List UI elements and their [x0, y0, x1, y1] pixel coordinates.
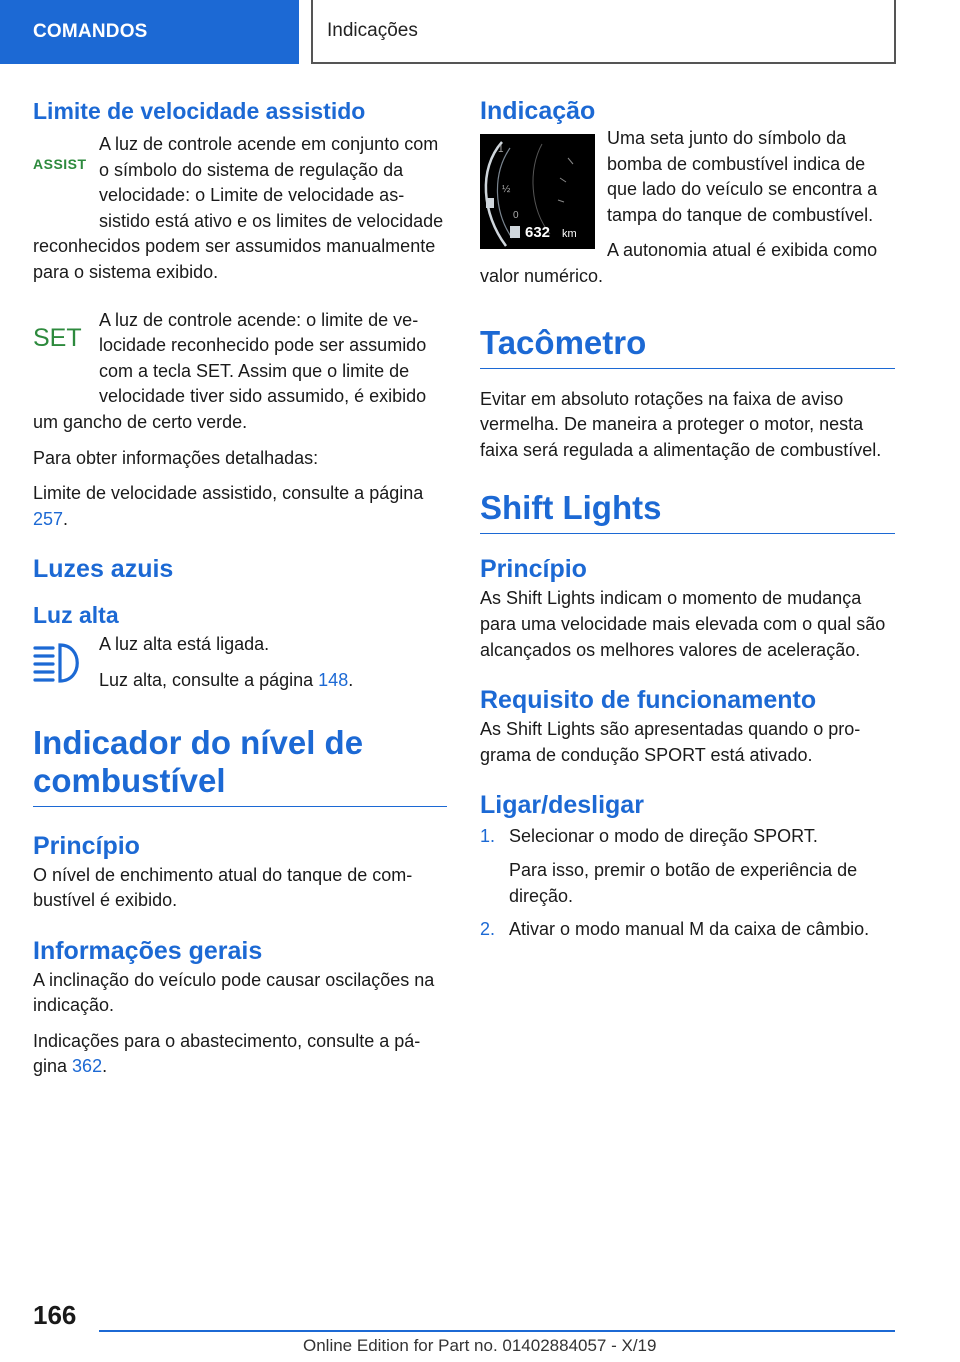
display-title: Indicação [480, 97, 596, 125]
onoff-steps-list [480, 824, 895, 942]
shift-principle-title: Princípio [480, 555, 587, 584]
high-beam-text: A luz alta está ligada. [99, 634, 270, 655]
fuel-title: Indicador do nível de combustível [33, 723, 364, 799]
header-section-label: COMANDOS [33, 21, 148, 42]
assist-icon-label: ASSIST [33, 156, 87, 172]
assist-ref-prefix: Limite de velocidade assistido, consulte a página [33, 483, 424, 504]
step-item [480, 917, 895, 943]
set-icon-label: SET [33, 323, 82, 352]
left-column [33, 96, 447, 1090]
fuel-gauge-image [480, 134, 595, 249]
footer-edition: Online Edition for Part no. 01402884057 - X/19 [303, 1336, 657, 1355]
step-item [480, 824, 895, 909]
tacho-text: Evitar em absoluto rotações na faixa de aviso vermelha. De maneira a proteger o motor, nesta faixa será regulada a alimentação de combustível. [480, 388, 882, 460]
fuel-section-heading [33, 724, 447, 807]
tacho-title: Tacômetro [480, 323, 647, 361]
fuel-principle-title: Princípio [33, 831, 140, 860]
shift-principle-text: As Shift Lights indicam o momento de mudança para uma velocidade mais elevada com o qual são alcançados os melhores valores de aceleração. [480, 588, 886, 660]
refuel-ref-prefix: Indicações para o abastecimento, consulte a página [33, 1030, 421, 1077]
tacho-section-heading [480, 324, 895, 369]
gauge-tick-half: ½ [502, 184, 511, 195]
high-beam-ref-suffix: . [348, 669, 354, 690]
set-text: A luz de controle acende: o limite de velocidade reconhecido pode ser assumido com a tecla SET. Assim que o limite de velocidade tiver sido assumido, é exibido um gancho de certo verde. [33, 309, 427, 432]
gauge-range-value: 632 [525, 224, 551, 241]
step-text: Selecionar o modo de direção SPORT. [509, 826, 818, 847]
assist-ref-suffix: . [63, 508, 69, 529]
assist-indicator-icon [33, 132, 99, 210]
requirement-title: Requisito de funcionamento [480, 686, 817, 715]
refuel-ref-page-link[interactable]: 362 [72, 1056, 103, 1077]
high-beam-svg [33, 642, 85, 684]
refuel-ref-suffix: . [102, 1056, 108, 1077]
gauge-tick-empty: 0 [513, 210, 519, 221]
high-beam-ref-page-link[interactable]: 148 [318, 669, 349, 690]
set-indicator-icon [33, 308, 99, 386]
assist-title: Limite de velocidade assistido [33, 98, 366, 124]
footer-divider [99, 1330, 895, 1332]
page-number: 166 [33, 1300, 77, 1330]
onoff-title: Ligar/desligar [480, 791, 644, 820]
header-chapter-label: Indicações [327, 20, 418, 41]
fuel-principle-text: O nível de enchimento atual do tanque de combustível é exibido. [33, 864, 413, 911]
gauge-range-unit: km [562, 228, 577, 240]
general-info-text: A inclinação do veículo pode causar oscilações na indicação. [33, 969, 435, 1016]
high-beam-ref-prefix: Luz alta, consulte a página [99, 669, 314, 690]
gauge-tick-full: 1 [498, 144, 504, 155]
requirement-text: As Shift Lights são apresentadas quando o programa de condução SPORT está ativado. [480, 719, 861, 765]
shift-title: Shift Lights [480, 489, 662, 527]
high-beam-icon [33, 632, 99, 702]
header-section [0, 0, 299, 64]
refuel-reference [33, 1029, 447, 1080]
step-text: Ativar o modo manual M da caixa de câmbio. [509, 919, 870, 940]
blue-lights-title: Luzes azuis [33, 555, 174, 584]
step-number: 2. [480, 919, 496, 940]
display-text-2: A autonomia atual é exibida como valor numérico. [480, 240, 878, 286]
display-text-1: Uma seta junto do símbolo da bomba de combustível indica de que lado do veículo se encontra a tampa do tanque de combustível. [607, 128, 878, 225]
assist-text: A luz de controle acende em conjunto com o símbolo do sistema de regulação da velocidade: o Limite de velocidade assistido está ativo e os limites de velocidade reconhecidos podem ser assumidos manualmente para o sistema exibido. [33, 134, 444, 282]
header-chapter [311, 0, 896, 64]
step-number: 1. [480, 826, 496, 847]
step-subtext: Para isso, premir o botão de experiência de direção. [509, 859, 858, 906]
high-beam-block [33, 632, 447, 693]
assist-reference [33, 481, 447, 532]
set-block [33, 308, 447, 436]
assist-block [33, 132, 447, 286]
right-column [480, 96, 895, 951]
more-info-text: Para obter informações detalhadas: [33, 447, 319, 468]
high-beam-title: Luz alta [33, 602, 119, 629]
general-info-title: Informações gerais [33, 936, 263, 965]
assist-ref-page-link[interactable]: 257 [33, 508, 64, 529]
shift-section-heading [480, 489, 895, 534]
